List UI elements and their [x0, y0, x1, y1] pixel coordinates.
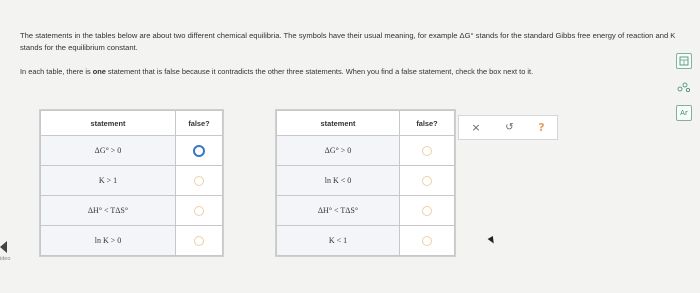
false-checkbox-cell[interactable]: [176, 136, 223, 166]
statement-cell: ΔG° > 0: [41, 136, 176, 166]
false-radio[interactable]: [194, 206, 204, 216]
false-checkbox-cell[interactable]: [176, 226, 223, 256]
false-checkbox-cell[interactable]: [400, 226, 455, 256]
statement-cell: K < 1: [277, 226, 400, 256]
header-statement: statement: [41, 111, 176, 136]
instructions-line2: In each table, there is one statement that is false because it contradicts the other three statements. When you find a false statement, check the box next to it.: [20, 67, 534, 76]
false-radio[interactable]: [194, 176, 204, 186]
instructions-emphasis: one: [92, 67, 106, 76]
statement-cell: ln K > 0: [41, 226, 176, 256]
false-radio[interactable]: [194, 236, 204, 246]
header-statement: statement: [277, 111, 400, 136]
statement-cell: ΔG° > 0: [277, 136, 400, 166]
false-checkbox-cell[interactable]: [400, 196, 455, 226]
side-label: ideo: [0, 256, 11, 262]
calculator-icon[interactable]: [676, 53, 692, 69]
statement-table-1: [40, 110, 223, 256]
instructions-line1: The statements in the tables below are about two different chemical equilibria. The symbols have their usual meaning, for example ΔG° stands for the standard Gibbs free energy of reaction and K stands for the equilibrium constant.: [20, 31, 676, 52]
false-checkbox-cell[interactable]: [400, 166, 455, 196]
clear-answer-icon[interactable]: ×: [471, 121, 481, 134]
statement-cell: ΔH° < TΔS°: [277, 196, 400, 226]
statement-cell: K > 1: [41, 166, 176, 196]
mouse-cursor-icon: [488, 236, 497, 245]
calculator-glyph: [679, 56, 689, 66]
false-radio[interactable]: [422, 206, 432, 216]
header-false: false?: [400, 111, 455, 136]
answer-toolbar: [458, 115, 558, 140]
statement-cell: ln K < 0: [277, 166, 400, 196]
instructions-text: [20, 30, 680, 54]
false-radio-selected[interactable]: [193, 145, 205, 157]
periodic-table-icon[interactable]: [676, 105, 692, 121]
molecule-glyph: [677, 81, 691, 93]
periodic-table-label: Ar: [680, 109, 688, 117]
false-radio[interactable]: [422, 146, 432, 156]
undo-icon[interactable]: ↺: [505, 122, 514, 133]
false-radio[interactable]: [422, 176, 432, 186]
header-false: false?: [176, 111, 223, 136]
false-radio[interactable]: [422, 236, 432, 246]
side-tools: [676, 53, 694, 131]
collapse-arrow-icon[interactable]: [0, 241, 7, 253]
false-checkbox-cell[interactable]: [176, 166, 223, 196]
false-checkbox-cell[interactable]: [400, 136, 455, 166]
statement-cell: ΔH° < TΔS°: [41, 196, 176, 226]
false-checkbox-cell[interactable]: [176, 196, 223, 226]
statement-table-2: [276, 110, 455, 256]
help-icon[interactable]: ?: [538, 121, 545, 134]
molecule-icon[interactable]: [676, 79, 692, 95]
